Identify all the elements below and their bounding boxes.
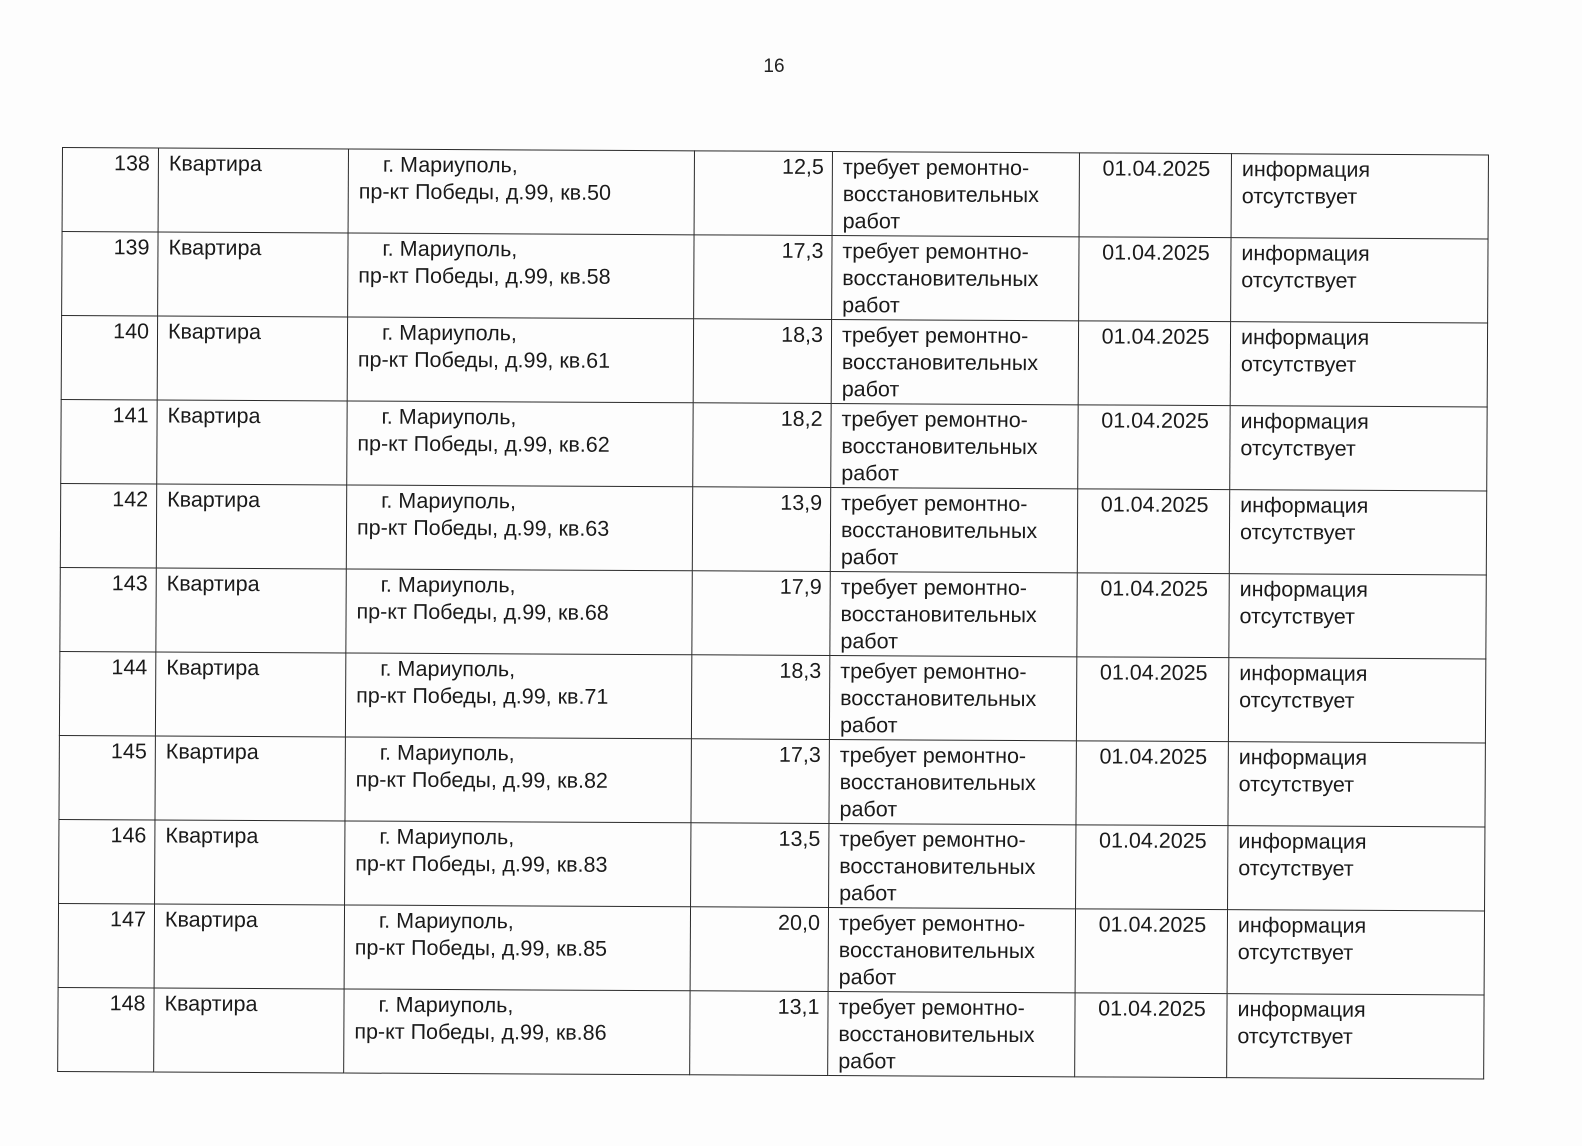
address-cell <box>348 149 694 235</box>
property-type-cell: Квартира <box>157 316 347 401</box>
address-city: г. Мариуполь, <box>381 404 517 430</box>
area-cell: 13,1 <box>690 991 828 1076</box>
date-cell: 01.04.2025 <box>1075 909 1227 994</box>
table-row <box>58 903 1484 994</box>
info-cell: информация отсутствует <box>1228 742 1485 827</box>
table-row <box>59 819 1485 910</box>
address-cell <box>348 233 694 319</box>
info-cell: информация отсутствует <box>1228 658 1485 743</box>
info-cell: информация отсутствует <box>1227 910 1484 995</box>
address-street: пр-кт Победы, д.99, кв.61 <box>357 347 611 373</box>
address-city: г. Мариуполь, <box>380 656 516 682</box>
condition-cell: требует ремонтно-восстановительных работ <box>829 656 1076 741</box>
property-type-cell: Квартира <box>155 736 345 821</box>
property-type-cell: Квартира <box>155 820 345 905</box>
condition-cell: требует ремонтно-восстановительных работ <box>828 908 1075 993</box>
address-street: пр-кт Победы, д.99, кв.50 <box>358 179 612 205</box>
row-number-cell: 142 <box>60 483 156 568</box>
address-street: пр-кт Победы, д.99, кв.58 <box>358 263 611 289</box>
table-row <box>61 399 1487 490</box>
table-row <box>60 567 1486 658</box>
address-city: г. Мариуполь, <box>381 488 517 514</box>
table-row <box>59 735 1485 826</box>
address-street: пр-кт Победы, д.99, кв.62 <box>357 431 610 457</box>
date-cell: 01.04.2025 <box>1078 321 1230 406</box>
info-cell: информация отсутствует <box>1231 238 1488 323</box>
address-city: г. Мариуполь, <box>379 824 515 850</box>
area-cell: 13,5 <box>691 823 829 908</box>
address-street: пр-кт Победы, д.99, кв.63 <box>356 515 610 541</box>
info-cell: информация отсутствует <box>1230 406 1487 491</box>
info-cell: информация отсутствует <box>1227 994 1484 1079</box>
property-type-cell: Квартира <box>156 484 346 569</box>
address-cell <box>345 737 691 823</box>
table-row <box>62 148 1488 239</box>
address-city: г. Мариуполь, <box>382 236 518 262</box>
property-type-cell: Квартира <box>157 400 347 485</box>
address-cell <box>345 821 691 907</box>
condition-cell: требует ремонтно-восстановительных работ <box>831 404 1078 489</box>
row-number-cell: 140 <box>61 316 157 401</box>
property-table-container <box>57 147 1488 1079</box>
address-street: пр-кт Победы, д.99, кв.85 <box>354 935 608 961</box>
date-cell: 01.04.2025 <box>1079 153 1231 238</box>
address-cell <box>345 653 691 739</box>
property-type-cell: Квартира <box>155 652 345 737</box>
info-cell: информация отсутствует <box>1230 322 1487 407</box>
info-cell: информация отсутствует <box>1231 154 1488 239</box>
address-street: пр-кт Победы, д.99, кв.68 <box>356 599 609 625</box>
property-type-cell: Квартира <box>156 568 346 653</box>
row-number-cell: 144 <box>59 651 155 736</box>
date-cell: 01.04.2025 <box>1075 993 1227 1078</box>
condition-cell: требует ремонтно-восстановительных работ <box>828 992 1075 1077</box>
date-cell: 01.04.2025 <box>1079 237 1231 322</box>
address-cell <box>347 401 693 487</box>
address-city: г. Мариуполь, <box>382 152 518 178</box>
table-body <box>58 148 1489 1079</box>
address-cell <box>344 905 690 991</box>
area-cell: 17,9 <box>692 571 830 656</box>
condition-cell: требует ремонтно-восстановительных работ <box>830 488 1077 573</box>
table-row <box>58 987 1484 1078</box>
area-cell: 17,3 <box>694 235 832 320</box>
row-number-cell: 138 <box>62 148 158 233</box>
date-cell: 01.04.2025 <box>1076 825 1228 910</box>
condition-cell: требует ремонтно-восстановительных работ <box>829 740 1076 825</box>
table-row <box>61 316 1487 407</box>
address-city: г. Мариуполь, <box>378 908 514 934</box>
property-registry-table <box>57 147 1489 1079</box>
property-type-cell: Квартира <box>154 904 344 989</box>
address-street: пр-кт Победы, д.99, кв.83 <box>355 851 608 877</box>
date-cell: 01.04.2025 <box>1077 573 1229 658</box>
row-number-cell: 145 <box>59 735 155 820</box>
address-city: г. Мариуполь, <box>378 992 514 1018</box>
area-cell: 18,3 <box>693 319 831 404</box>
row-number-cell: 146 <box>59 819 155 904</box>
condition-cell: требует ремонтно-восстановительных работ <box>830 572 1077 657</box>
page-number: 16 <box>763 56 785 77</box>
address-street: пр-кт Победы, д.99, кв.82 <box>355 767 609 793</box>
row-number-cell: 139 <box>62 232 158 317</box>
property-type-cell: Квартира <box>158 232 348 317</box>
info-cell: информация отсутствует <box>1229 574 1486 659</box>
area-cell: 20,0 <box>690 907 828 992</box>
area-cell: 12,5 <box>694 151 832 236</box>
date-cell: 01.04.2025 <box>1078 405 1230 490</box>
row-number-cell: 148 <box>58 987 154 1072</box>
area-cell: 18,3 <box>691 655 829 740</box>
table-row <box>62 232 1488 323</box>
area-cell: 17,3 <box>691 739 829 824</box>
condition-cell: требует ремонтно-восстановительных работ <box>829 824 1076 909</box>
date-cell: 01.04.2025 <box>1076 657 1228 742</box>
area-cell: 13,9 <box>692 487 830 572</box>
row-number-cell: 147 <box>58 903 154 988</box>
condition-cell: требует ремонтно-восстановительных работ <box>831 320 1078 405</box>
property-type-cell: Квартира <box>154 988 344 1073</box>
row-number-cell: 141 <box>61 399 157 484</box>
address-street: пр-кт Победы, д.99, кв.86 <box>354 1019 607 1045</box>
info-cell: информация отсутствует <box>1229 490 1486 575</box>
table-row <box>59 651 1485 742</box>
address-street: пр-кт Победы, д.99, кв.71 <box>356 683 609 709</box>
info-cell: информация отсутствует <box>1228 826 1485 911</box>
date-cell: 01.04.2025 <box>1076 741 1228 826</box>
condition-cell: требует ремонтно-восстановительных работ <box>832 152 1079 237</box>
property-type-cell: Квартира <box>158 148 348 233</box>
address-cell <box>344 989 690 1075</box>
condition-cell: требует ремонтно-восстановительных работ <box>832 236 1079 321</box>
table-row <box>60 483 1486 574</box>
address-cell <box>346 569 692 655</box>
date-cell: 01.04.2025 <box>1077 489 1229 574</box>
area-cell: 18,2 <box>693 403 831 488</box>
address-city: г. Мариуполь, <box>380 572 516 598</box>
address-city: г. Мариуполь, <box>379 740 515 766</box>
row-number-cell: 143 <box>60 567 156 652</box>
address-cell <box>347 317 693 403</box>
address-cell <box>346 485 692 571</box>
address-city: г. Мариуполь, <box>381 320 517 346</box>
